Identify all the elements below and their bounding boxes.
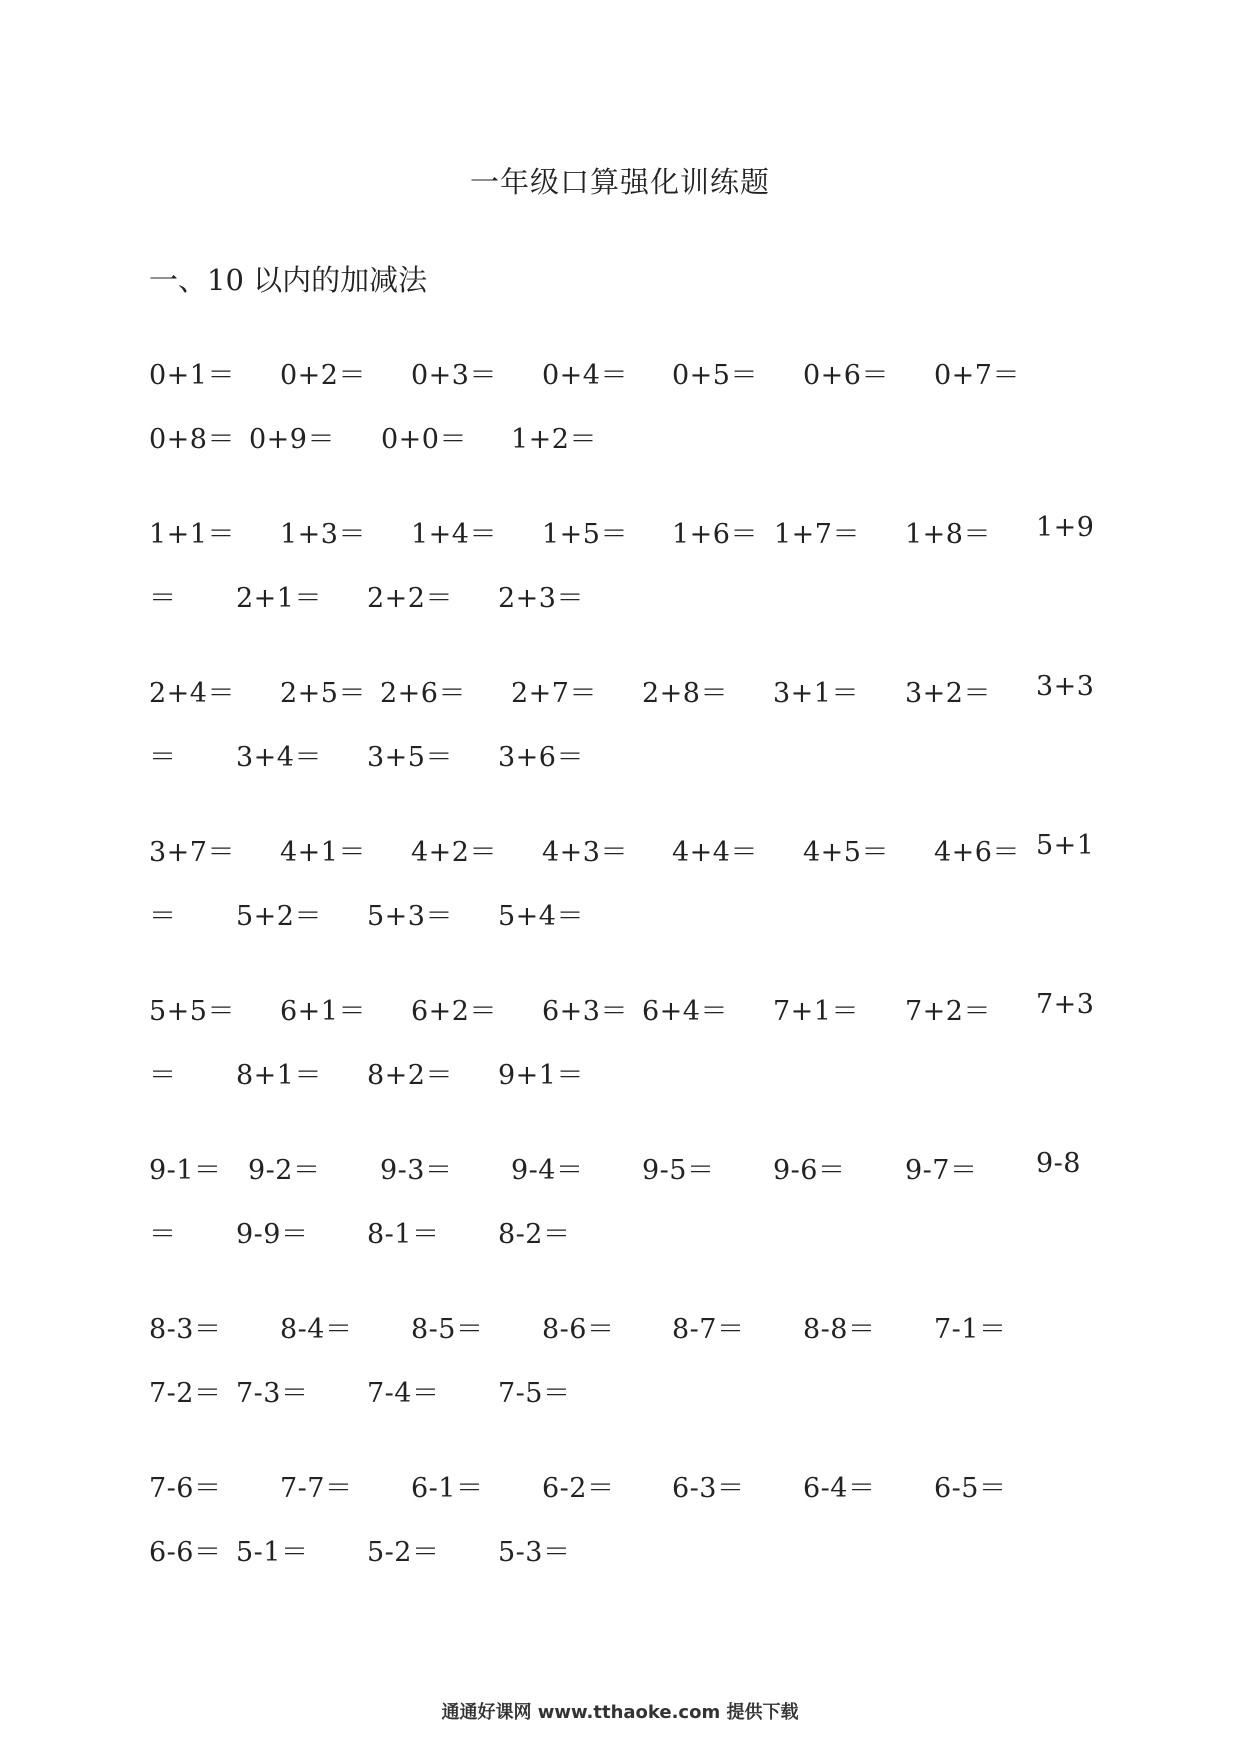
math-problem: 0+0＝ — [381, 424, 467, 455]
math-problem: 2+2＝ — [367, 583, 453, 614]
math-problem: 4+2＝ — [411, 837, 497, 868]
math-problem: 7+1＝ — [773, 996, 859, 1027]
problem-line — [0, 1053, 1240, 1093]
math-problem: 9-9＝ — [236, 1219, 309, 1250]
math-problem: 9-1＝ — [149, 1155, 222, 1186]
math-problem: 9-5＝ — [642, 1155, 715, 1186]
math-problem: 1+6＝ — [672, 519, 758, 550]
math-problem: ＝ — [149, 901, 177, 932]
math-problem: 9+1＝ — [498, 1060, 584, 1091]
math-problem: 5-3＝ — [498, 1537, 571, 1568]
math-problem: 5+5＝ — [149, 996, 235, 1027]
math-problem: 0+7＝ — [934, 360, 1020, 391]
problem-line — [0, 1212, 1240, 1252]
problem-line — [0, 830, 1240, 870]
math-problem: 0+2＝ — [280, 360, 366, 391]
math-problem: 1+8＝ — [905, 519, 991, 550]
math-problem: 0+4＝ — [542, 360, 628, 391]
math-problem: 7-3＝ — [236, 1378, 309, 1409]
math-problem: 2+8＝ — [642, 678, 728, 709]
math-problem: 8-1＝ — [367, 1219, 440, 1250]
math-problem: 8-7＝ — [672, 1314, 745, 1345]
problem-line — [0, 1148, 1240, 1188]
math-problem: 6-6＝ — [149, 1537, 222, 1568]
problem-line — [0, 1466, 1240, 1506]
problem-line — [0, 894, 1240, 934]
math-problem: 8-6＝ — [542, 1314, 615, 1345]
math-problem: 2+5＝ — [280, 678, 366, 709]
problem-line — [0, 735, 1240, 775]
problem-line — [0, 1530, 1240, 1570]
math-problem: ＝ — [149, 583, 177, 614]
math-problem: 3+3 — [1036, 671, 1095, 702]
math-problem: 2+7＝ — [511, 678, 597, 709]
math-problem: 6+2＝ — [411, 996, 497, 1027]
math-problem: 3+1＝ — [773, 678, 859, 709]
math-problem: 1+2＝ — [511, 424, 597, 455]
math-problem: 5+3＝ — [367, 901, 453, 932]
math-problem: 3+7＝ — [149, 837, 235, 868]
math-problem: 8-5＝ — [411, 1314, 484, 1345]
math-problem: 7-6＝ — [149, 1473, 222, 1504]
math-problem: 5+1 — [1036, 830, 1095, 861]
section-heading: 一、10 以内的加减法 — [149, 263, 428, 297]
math-problem: 0+6＝ — [803, 360, 889, 391]
problem-line — [0, 576, 1240, 616]
math-problem: 5-2＝ — [367, 1537, 440, 1568]
math-problem: 2+1＝ — [236, 583, 322, 614]
math-problem: 7-7＝ — [280, 1473, 353, 1504]
math-problem: 5-1＝ — [236, 1537, 309, 1568]
math-problem: 8-2＝ — [498, 1219, 571, 1250]
math-problem: 9-7＝ — [905, 1155, 978, 1186]
math-problem: 0+5＝ — [672, 360, 758, 391]
math-problem: 9-6＝ — [773, 1155, 846, 1186]
math-problem: 6+3＝ — [542, 996, 628, 1027]
math-problem: 4+3＝ — [542, 837, 628, 868]
math-problem: 4+4＝ — [672, 837, 758, 868]
math-problem: 3+6＝ — [498, 742, 584, 773]
math-problem: 8+2＝ — [367, 1060, 453, 1091]
math-problem: 0+8＝ — [149, 424, 235, 455]
problem-line — [0, 1307, 1240, 1347]
math-problem: 0+3＝ — [411, 360, 497, 391]
math-problem: 2+4＝ — [149, 678, 235, 709]
math-problem: 9-8 — [1036, 1148, 1081, 1179]
math-problem: 7-2＝ — [149, 1378, 222, 1409]
math-problem: 8-3＝ — [149, 1314, 222, 1345]
footer-source: 通通好课网 www.tthaoke.com 提供下载 — [441, 1702, 799, 1723]
math-problem: 6-1＝ — [411, 1473, 484, 1504]
math-problem: 4+6＝ — [934, 837, 1020, 868]
math-problem: 7-4＝ — [367, 1378, 440, 1409]
math-problem: 2+3＝ — [498, 583, 584, 614]
math-problem: 6-3＝ — [672, 1473, 745, 1504]
math-problem: 0+9＝ — [249, 424, 335, 455]
math-problem: 0+1＝ — [149, 360, 235, 391]
math-problem: 9-4＝ — [511, 1155, 584, 1186]
problem-line — [0, 671, 1240, 711]
math-problem: 5+2＝ — [236, 901, 322, 932]
math-problem: 7+2＝ — [905, 996, 991, 1027]
problem-line — [0, 353, 1240, 393]
problem-line — [0, 512, 1240, 552]
math-problem: 4+5＝ — [803, 837, 889, 868]
math-problem: ＝ — [149, 1219, 177, 1250]
math-problem: 1+1＝ — [149, 519, 235, 550]
math-problem: 3+4＝ — [236, 742, 322, 773]
math-problem: 4+1＝ — [280, 837, 366, 868]
problem-line — [0, 989, 1240, 1029]
math-problem: 8-4＝ — [280, 1314, 353, 1345]
math-problem: 6-5＝ — [934, 1473, 1007, 1504]
math-problem: 1+4＝ — [411, 519, 497, 550]
math-problem: 6-2＝ — [542, 1473, 615, 1504]
math-problem: 9-2＝ — [248, 1155, 321, 1186]
math-problem: 8+1＝ — [236, 1060, 322, 1091]
math-problem: 6-4＝ — [803, 1473, 876, 1504]
math-problem: 7-5＝ — [498, 1378, 571, 1409]
math-problem: 6+4＝ — [642, 996, 728, 1027]
math-problem: 7-1＝ — [934, 1314, 1007, 1345]
math-problem: 6+1＝ — [280, 996, 366, 1027]
math-problem: 8-8＝ — [803, 1314, 876, 1345]
math-problem: 2+6＝ — [380, 678, 466, 709]
math-problem: ＝ — [149, 742, 177, 773]
math-problem: 9-3＝ — [380, 1155, 453, 1186]
problem-line — [0, 1371, 1240, 1411]
math-problem: 1+7＝ — [774, 519, 860, 550]
math-problem: 1+9 — [1036, 512, 1095, 543]
math-problem: 1+5＝ — [542, 519, 628, 550]
math-problem: 1+3＝ — [280, 519, 366, 550]
math-problem: 7+3 — [1036, 989, 1095, 1020]
problem-line — [0, 417, 1240, 457]
math-problem: 3+5＝ — [367, 742, 453, 773]
math-problem: ＝ — [149, 1060, 177, 1091]
math-problem: 3+2＝ — [905, 678, 991, 709]
math-problem: 5+4＝ — [498, 901, 584, 932]
page-title: 一年级口算强化训练题 — [469, 165, 770, 199]
